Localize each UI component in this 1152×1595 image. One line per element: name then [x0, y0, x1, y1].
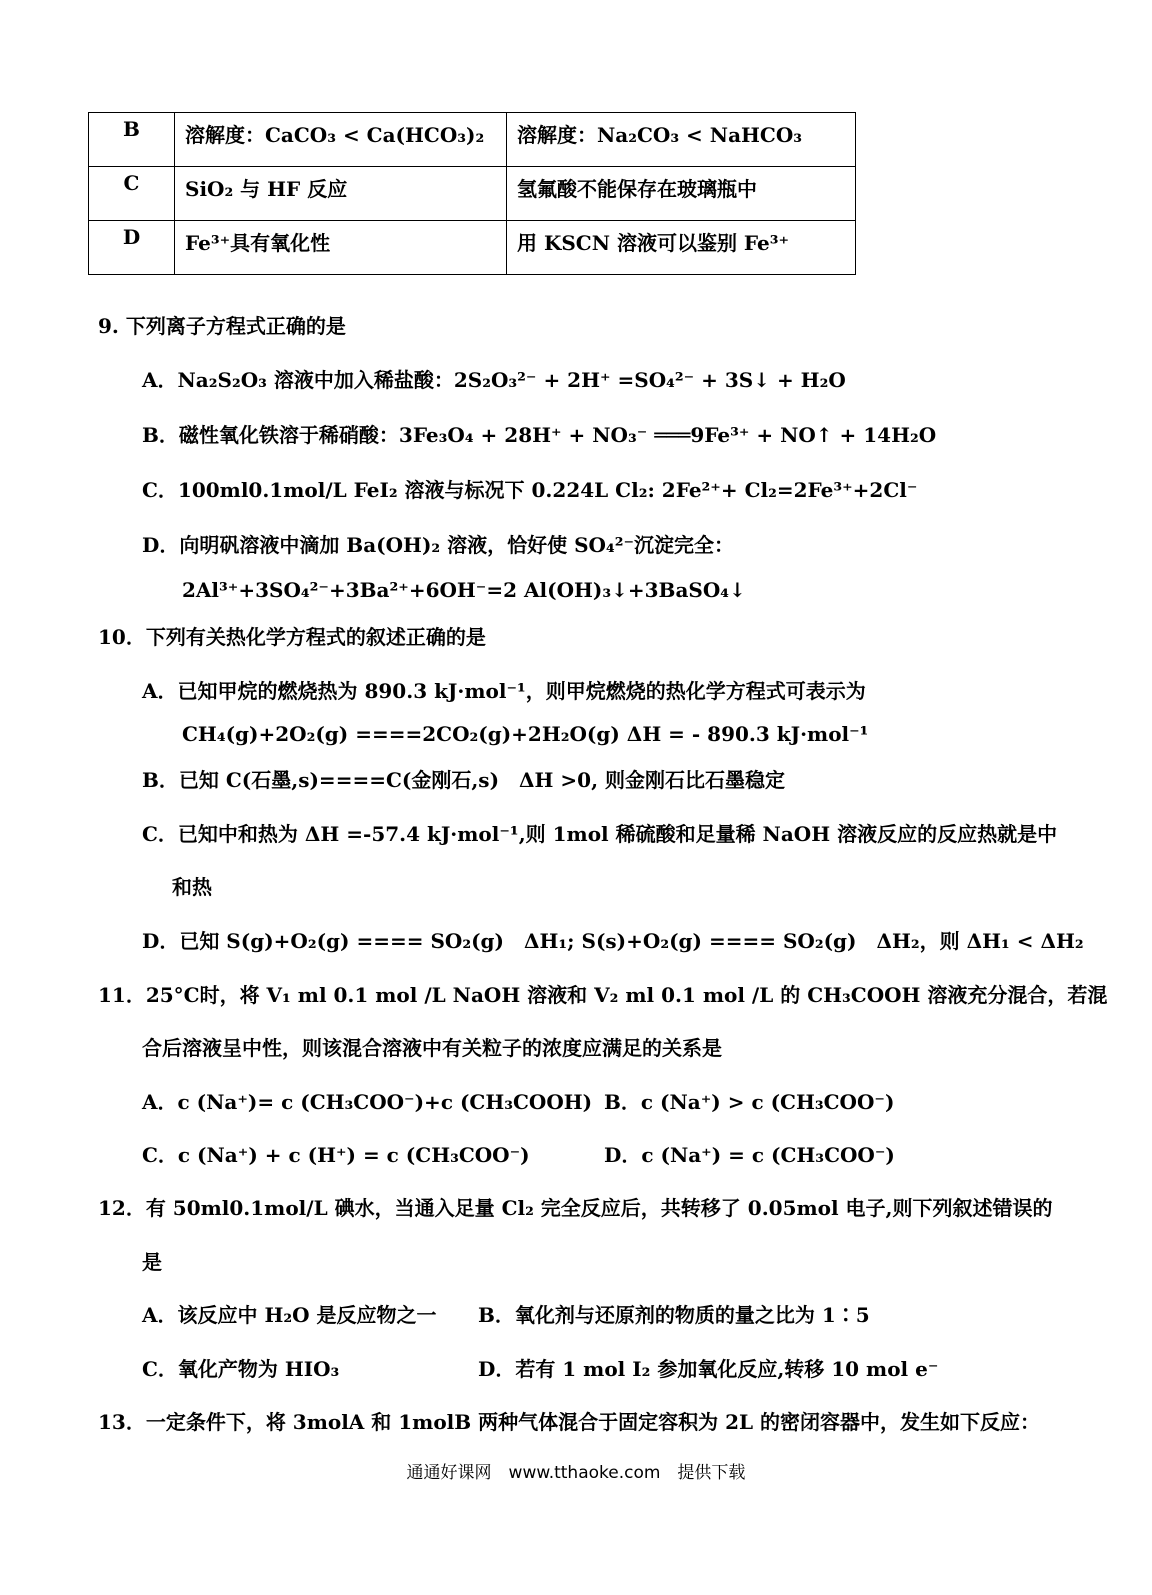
question-10-option-b: B．已知 C(石墨,s)====C(金刚石,s) ΔH >0, 则金刚石比石墨稳定: [142, 768, 786, 792]
question-9-option-b: B．磁性氧化铁溶于稀硝酸：3Fe₃O₄ + 28H⁺ + NO₃⁻ ═══9Fe³⁺ + NO↑ + 14H₂O: [142, 423, 937, 447]
options-table: [88, 112, 856, 275]
question-10-option-a-equation: CH₄(g)+2O₂(g) ====2CO₂(g)+2H₂O(g) ΔH = - 890.3 kJ·mol⁻¹: [182, 722, 869, 746]
question-9-option-a: A．Na₂S₂O₃ 溶液中加入稀盐酸：2S₂O₃²⁻ + 2H⁺ =SO₄²⁻ + 3S↓ + H₂O: [142, 368, 846, 392]
question-12-stem-continued: 是: [142, 1250, 162, 1274]
question-9-option-d-equation: 2Al³⁺+3SO₄²⁻+3Ba²⁺+6OH⁻=2 Al(OH)₃↓+3BaSO₄↓: [182, 578, 746, 602]
question-9-option-d: D．向明矾溶液中滴加 Ba(OH)₂ 溶液，恰好使 SO₄²⁻沉淀完全：: [142, 533, 735, 557]
question-11-option-d: D．c (Na⁺) = c (CH₃COO⁻): [604, 1143, 895, 1167]
table-row: [89, 113, 856, 167]
row-conclusion: 用 KSCN 溶液可以鉴别 Fe³⁺: [507, 221, 856, 275]
question-11-stem: 11．25°C时，将 V₁ ml 0.1 mol /L NaOH 溶液和 V₂ ml 0.1 mol /L 的 CH₃COOH 溶液充分混合，若混: [98, 983, 1108, 1007]
row-fact: Fe³⁺具有氧化性: [175, 221, 507, 275]
row-label: B: [89, 113, 175, 167]
row-conclusion: 氢氟酸不能保存在玻璃瓶中: [507, 167, 856, 221]
row-conclusion: 溶解度：Na₂CO₃ < NaHCO₃: [507, 113, 856, 167]
question-10-option-c: C．已知中和热为 ΔH =-57.4 kJ·mol⁻¹,则 1mol 稀硫酸和足量稀 NaOH 溶液反应的反应热就是中: [142, 822, 1058, 846]
row-label: C: [89, 167, 175, 221]
row-fact: SiO₂ 与 HF 反应: [175, 167, 507, 221]
question-11-option-a: A．c (Na⁺)= c (CH₃COO⁻)+c (CH₃COOH): [142, 1090, 593, 1114]
question-9-stem: 9. 下列离子方程式正确的是: [98, 314, 346, 338]
question-11-stem-continued: 合后溶液呈中性，则该混合溶液中有关粒子的浓度应满足的关系是: [142, 1036, 722, 1060]
question-11-option-c: C．c (Na⁺) + c (H⁺) = c (CH₃COO⁻): [142, 1143, 530, 1167]
question-12-option-d: D．若有 1 mol I₂ 参加氧化反应,转移 10 mol e⁻: [478, 1357, 939, 1381]
table-row: [89, 221, 856, 275]
question-12-option-a: A．该反应中 H₂O 是反应物之一: [142, 1303, 437, 1327]
question-10-option-d: D．已知 S(g)+O₂(g) ==== SO₂(g) ΔH₁; S(s)+O₂(g) ==== SO₂(g) ΔH₂，则 ΔH₁ < ΔH₂: [142, 929, 1084, 953]
question-12-option-b: B．氧化剂与还原剂的物质的量之比为 1∶5: [478, 1303, 870, 1327]
row-fact: 溶解度：CaCO₃ < Ca(HCO₃)₂: [175, 113, 507, 167]
table-row: [89, 167, 856, 221]
question-12-stem: 12．有 50ml0.1mol/L 碘水，当通入足量 Cl₂ 完全反应后，共转移了 0.05mol 电子,则下列叙述错误的: [98, 1196, 1053, 1220]
row-label: D: [89, 221, 175, 275]
question-10-option-a: A．已知甲烷的燃烧热为 890.3 kJ·mol⁻¹，则甲烷燃烧的热化学方程式可表示为: [142, 679, 866, 703]
question-10-stem: 10．下列有关热化学方程式的叙述正确的是: [98, 625, 486, 649]
question-12-option-c: C．氧化产物为 HIO₃: [142, 1357, 340, 1381]
page-footer: 通通好课网 www.tthaoke.com 提供下载: [406, 1463, 746, 1483]
question-13-stem: 13．一定条件下，将 3molA 和 1molB 两种气体混合于固定容积为 2L 的密闭容器中，发生如下反应：: [98, 1410, 1041, 1434]
question-10-option-c-continued: 和热: [172, 875, 212, 899]
question-9-option-c: C．100ml0.1mol/L FeI₂ 溶液与标况下 0.224L Cl₂: 2Fe²⁺+ Cl₂=2Fe³⁺+2Cl⁻: [142, 478, 918, 502]
question-11-option-b: B．c (Na⁺) > c (CH₃COO⁻): [604, 1090, 895, 1114]
